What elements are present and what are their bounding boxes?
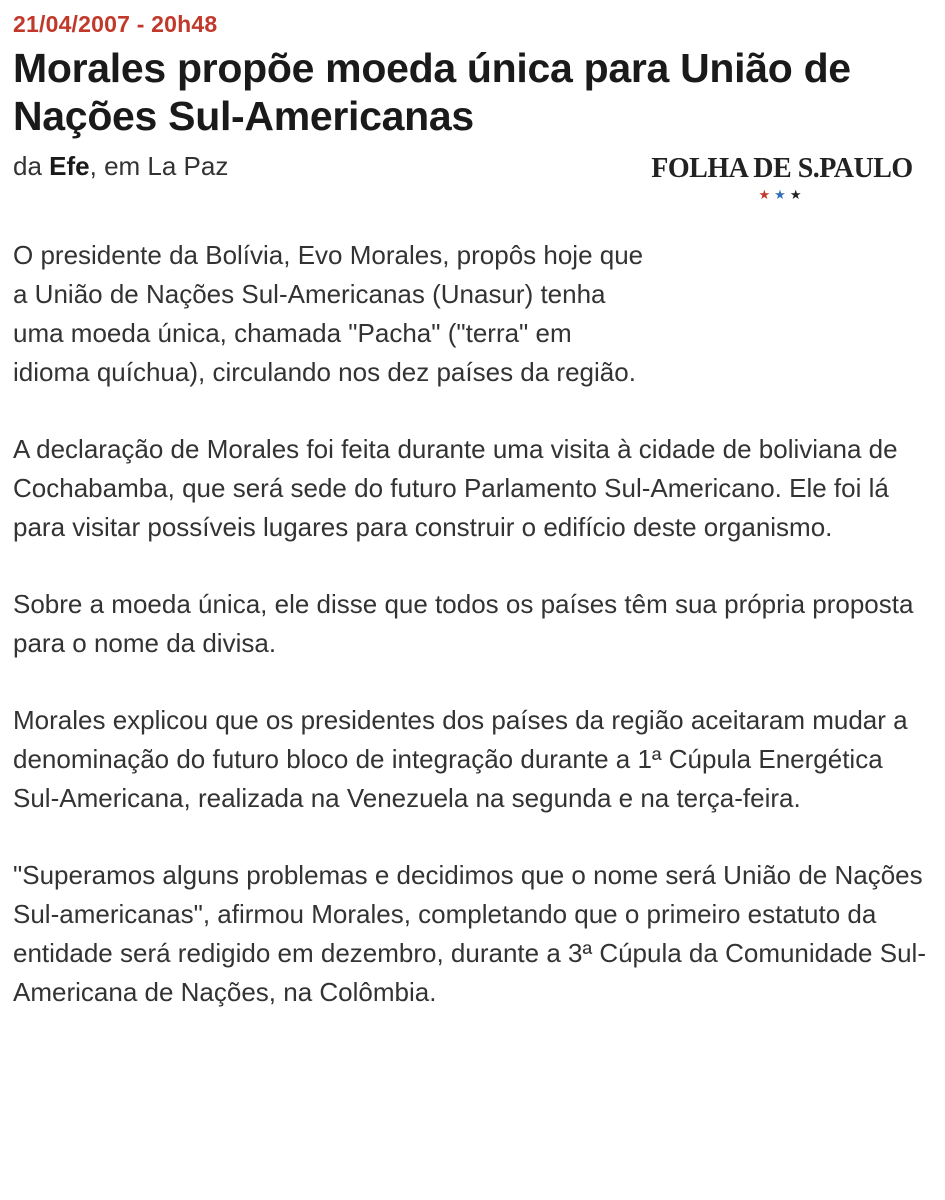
folha-logo [651,154,913,202]
article [13,10,933,1012]
article-paragraph: "Superamos alguns problemas e decidimos que o nome será União de Nações Sul-americanas", afirmou Morales, completando que o primeiro estatuto da entidade será redigido em dezembro, durante a 3ª Cúpula da Comunidade Sul-Americana de Nações, na Colômbia. [13,860,926,1007]
article-byline [13,150,228,182]
star-blue-icon: ★ [774,187,790,202]
article-headline: Morales propõe moeda única para União de Nações Sul-Americanas [13,45,851,139]
byline-suffix: , em La Paz [89,151,229,181]
article-paragraph: A declaração de Morales foi feita durante uma visita à cidade de boliviana de Cochabamba, que será sede do futuro Parlamento Sul-Americano. Ele foi lá para visitar possíveis lugares para construir o edifício deste organismo. [13,434,898,542]
logo-stars [651,188,913,202]
byline-row [13,140,933,228]
star-red-icon: ★ [758,187,775,202]
article-paragraph: Morales explicou que os presidentes dos países da região aceitaram mudar a denominação do futuro bloco de integração durante a 1ª Cúpula Energética Sul-Americana, realizada na Venezuela na segunda e na terça-feira. [13,705,908,813]
article-paragraph: O presidente da Bolívia, Evo Morales, propôs hoje que a União de Nações Sul-Americanas (Unasur) tenha uma moeda única, chamada "Pacha" ("terra" em idioma quíchua), circulando nos dez países da região. [13,240,644,387]
byline-prefix: da [13,151,50,181]
logo-text: FOLHA DE S.PAULO [651,153,913,184]
article-paragraph: Sobre a moeda única, ele disse que todos os países têm sua própria proposta para o nome da divisa. [13,589,914,658]
byline-agency: Efe [49,151,90,181]
star-black-icon: ★ [789,187,806,202]
article-timestamp: 21/04/2007 - 20h48 [13,11,218,37]
